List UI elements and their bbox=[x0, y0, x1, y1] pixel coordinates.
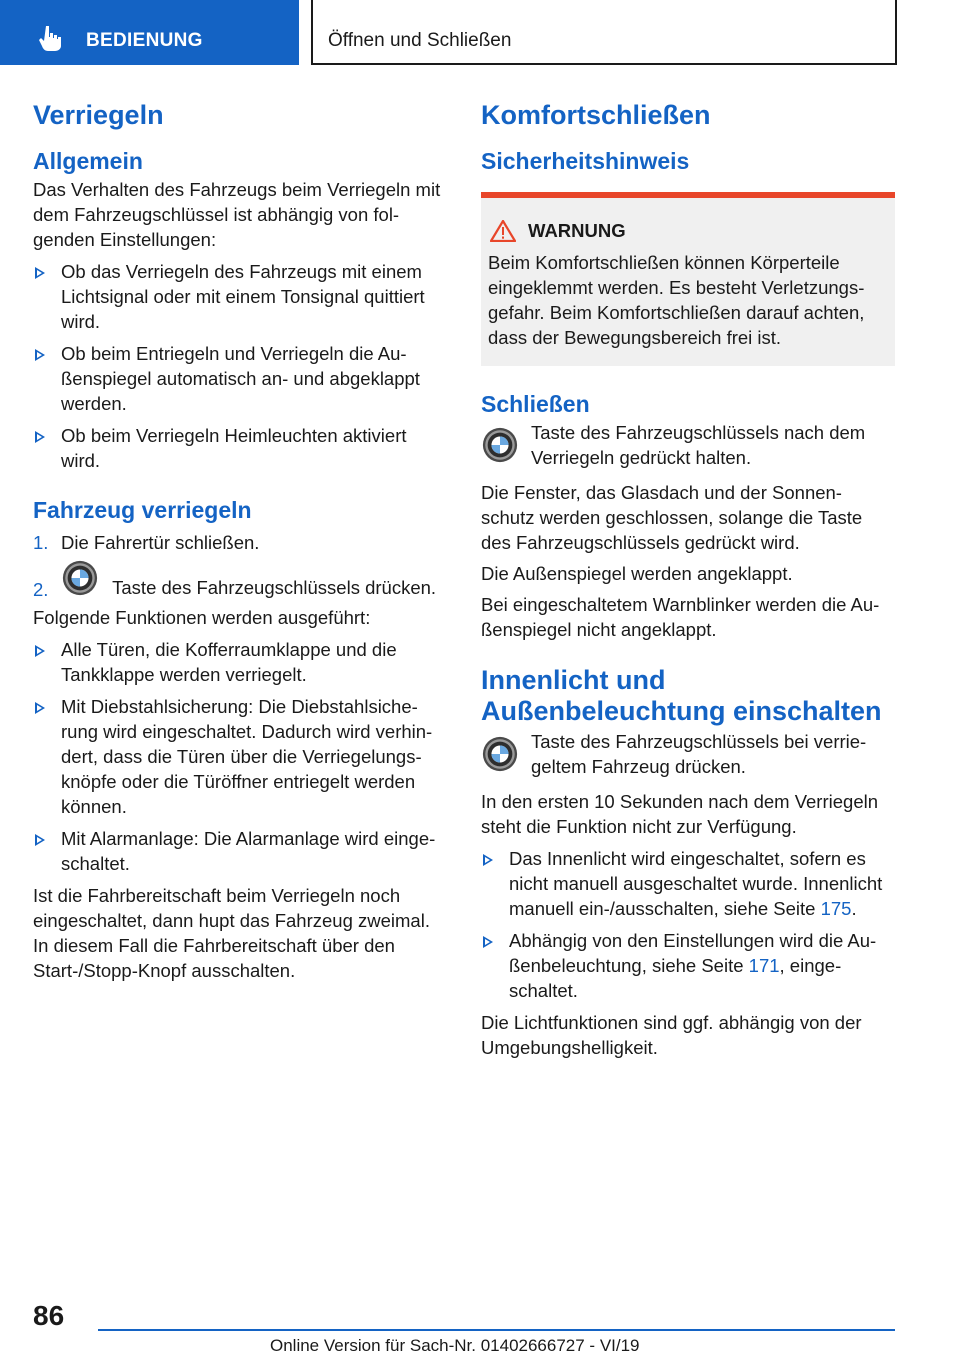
schliessen-p1: Die Fenster, das Glasdach und der Sonnen-schutz werden geschlossen, solange die Taste des Fahrzeugschlüssels gedrückt wird. bbox=[481, 482, 863, 553]
schliessen-p3: Bei eingeschaltetem Warnblinker werden die Au-ßenspiegel nicht angeklappt. bbox=[481, 594, 880, 640]
bmw-key-button-icon bbox=[61, 559, 99, 597]
warning-title: WARNUNG bbox=[488, 218, 887, 244]
heading-fahrzeug-verriegeln: Fahrzeug verriegeln bbox=[33, 497, 252, 523]
closing-note: Ist die Fahrbereitschaft beim Verriegeln noch eingeschaltet, dann hupt das Fahrzeug zweimal. In diesem Fall die Fahrbereitschaft über den Start-/Stopp-Knopf ausschalten. bbox=[33, 885, 430, 981]
footer-divider bbox=[98, 1329, 895, 1331]
heading-verriegeln: Verriegeln bbox=[33, 100, 164, 130]
warning-triangle-icon bbox=[490, 220, 516, 242]
innenlicht-list bbox=[481, 846, 895, 1003]
bullet-triangle-icon bbox=[35, 431, 45, 443]
innenlicht-closing: Die Lichtfunktionen sind ggf. abhängig von der Umgebungshelligkeit. bbox=[481, 1012, 862, 1058]
innenlicht-icon-row: Taste des Fahrzeugschlüssels bei verrie-geltem Fahrzeug drücken. bbox=[481, 729, 895, 779]
section-title: Öffnen und Schließen bbox=[328, 30, 512, 51]
functions-list bbox=[33, 637, 445, 876]
bullet-triangle-icon bbox=[35, 267, 45, 279]
heading-komfortschliessen: Komfortschließen bbox=[481, 100, 711, 130]
right-column bbox=[481, 100, 895, 1060]
chapter-tab[interactable] bbox=[0, 0, 299, 65]
steps-list bbox=[33, 530, 445, 600]
warning-box bbox=[481, 192, 895, 366]
bullet-triangle-icon bbox=[35, 834, 45, 846]
bmw-key-button-icon bbox=[481, 735, 519, 773]
settings-list bbox=[33, 259, 445, 473]
list-item: Ob beim Verriegeln Heimleuchten aktiviert wird. bbox=[33, 423, 445, 473]
bullet-triangle-icon bbox=[35, 645, 45, 657]
left-column bbox=[33, 100, 445, 983]
bullet-triangle-icon bbox=[483, 936, 493, 948]
heading-innenlicht: Innenlicht und Außenbeleuchtung einschalten bbox=[481, 665, 882, 726]
allgemein-intro: Das Verhalten des Fahrzeugs beim Verriegeln mit dem Fahrzeugschlüssel ist abhängig von fol-genden Einstellungen: bbox=[33, 179, 441, 250]
step-item: 2. Taste des Fahrzeugschlüssels drücken. bbox=[33, 575, 445, 600]
bmw-key-button-icon bbox=[481, 426, 519, 464]
functions-intro: Folgende Funktionen werden ausgeführt: bbox=[33, 607, 371, 628]
list-item: Ob beim Entriegeln und Verriegeln die Au-ßenspiegel automatisch an- und abgeklappt werden. bbox=[33, 341, 445, 416]
warning-text: Beim Komfortschließen können Körperteile eingeklemmt werden. Es besteht Verletzungs-gefahr. Beim Komfortschließen darauf achten, dass der Bewegungsbereich frei ist. bbox=[488, 252, 865, 348]
chapter-label: BEDIENUNG bbox=[86, 30, 203, 51]
step-item: 1. Die Fahrertür schließen. bbox=[33, 532, 260, 553]
innenlicht-p1: In den ersten 10 Sekunden nach dem Verriegeln steht die Funktion nicht zur Verfügung. bbox=[481, 791, 879, 837]
bullet-triangle-icon bbox=[35, 702, 45, 714]
hand-pointer-icon bbox=[37, 24, 65, 52]
schliessen-icon-row: Taste des Fahrzeugschlüssels nach dem Verriegeln gedrückt halten. bbox=[481, 420, 895, 470]
bullet-triangle-icon bbox=[35, 349, 45, 361]
bullet-triangle-icon bbox=[483, 854, 493, 866]
heading-schliessen: Schließen bbox=[481, 391, 590, 417]
footer-text: Online Version für Sach-Nr. 01402666727 - VI/19 bbox=[270, 1336, 640, 1355]
list-item: Mit Alarmanlage: Die Alarmanlage wird einge-schaltet. bbox=[33, 826, 445, 876]
list-item: Das Innenlicht wird eingeschaltet, sofern es nicht manuell ausgeschaltet wurde. Innenlicht manuell ein-/ausschalten, siehe Seite 175. bbox=[481, 846, 895, 921]
heading-sicherheitshinweis: Sicherheitshinweis bbox=[481, 148, 690, 174]
list-item: Alle Türen, die Kofferraumklappe und die Tankklappe werden verriegelt. bbox=[33, 637, 445, 687]
page-link-171[interactable]: 171 bbox=[748, 955, 780, 976]
section-header bbox=[311, 0, 897, 65]
list-item: Abhängig von den Einstellungen wird die Au-ßenbeleuchtung, siehe Seite 171, einge-schaltet. bbox=[481, 928, 895, 1003]
heading-allgemein: Allgemein bbox=[33, 148, 143, 174]
page-link-175[interactable]: 175 bbox=[820, 898, 852, 919]
schliessen-p2: Die Außenspiegel werden angeklappt. bbox=[481, 563, 793, 584]
list-item: Mit Diebstahlsicherung: Die Diebstahlsiche-rung wird eingeschaltet. Dadurch wird verhin-dert, dass die Türen über die Verriegelungs-knöpfe oder die Türöffner entriegelt werden können. bbox=[33, 694, 445, 819]
page-number: 86 bbox=[33, 1300, 65, 1331]
list-item: Ob das Verriegeln des Fahrzeugs mit einem Lichtsignal oder mit einem Tonsignal quittiert wird. bbox=[33, 259, 445, 334]
